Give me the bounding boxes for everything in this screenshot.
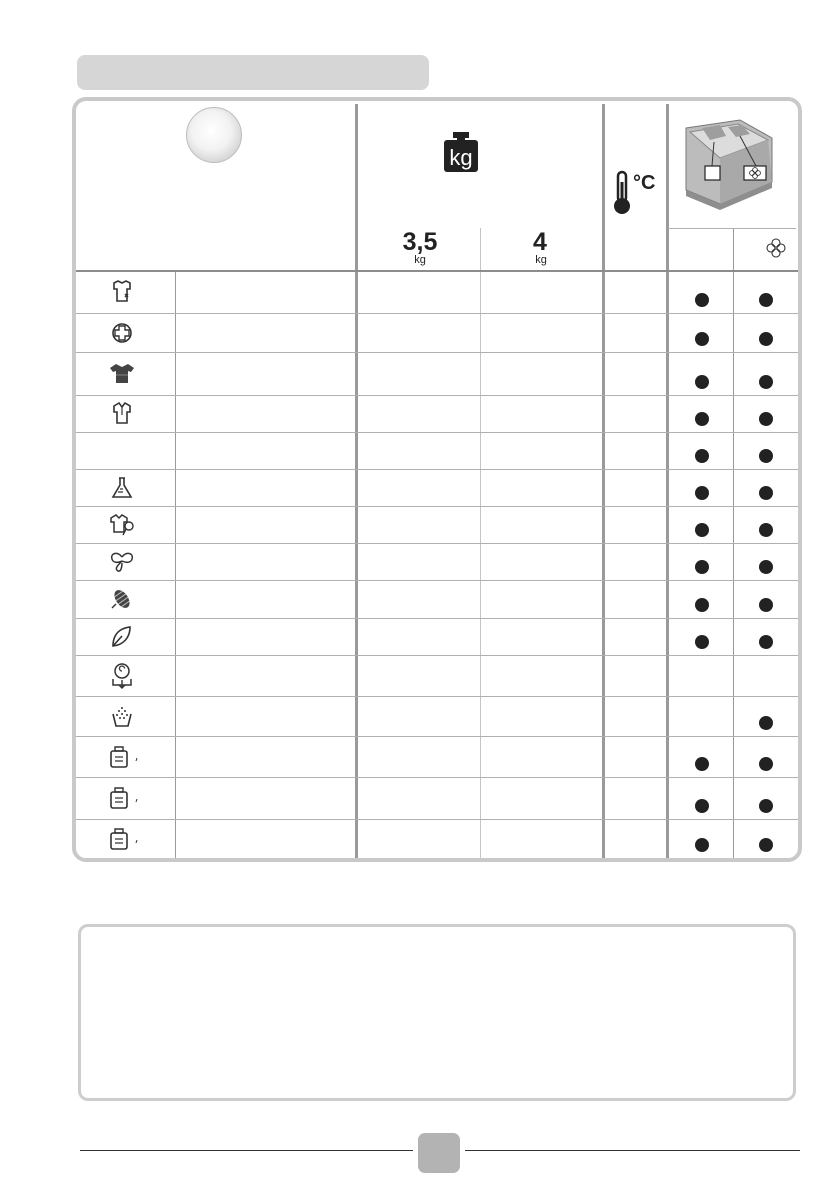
dot-softener <box>759 486 773 500</box>
footer-line-left <box>80 1150 413 1151</box>
row-divider <box>76 352 798 353</box>
flask-icon <box>108 475 136 506</box>
dot-softener <box>759 716 773 730</box>
sport-shirt-icon <box>108 512 136 543</box>
dot-softener <box>759 799 773 813</box>
spin-drain-icon <box>108 662 136 695</box>
load-value-2: 4 <box>533 228 547 256</box>
dot-softener <box>759 598 773 612</box>
divider-header-drawer <box>668 228 796 229</box>
dot-main-wash <box>695 560 709 574</box>
divider-v5 <box>666 104 669 858</box>
leaf-icon <box>108 624 136 655</box>
dot-main-wash <box>695 799 709 813</box>
shirt-icon <box>108 401 136 432</box>
dot-softener <box>759 375 773 389</box>
wool-icon <box>108 586 136 617</box>
dot-softener <box>759 523 773 537</box>
dot-softener <box>759 449 773 463</box>
row-divider <box>76 506 798 507</box>
load-value-1: 3,5 <box>402 228 438 256</box>
row-divider <box>76 543 798 544</box>
rapid-weight-icon <box>106 826 142 857</box>
dot-softener <box>759 560 773 574</box>
softener-flower-icon <box>764 236 788 260</box>
program-table <box>72 97 802 862</box>
note-box <box>78 924 796 1101</box>
row-divider <box>76 777 798 778</box>
row-divider <box>76 313 798 314</box>
row-divider <box>76 618 798 619</box>
dot-softener <box>759 293 773 307</box>
rinse-icon <box>108 703 136 734</box>
dot-main-wash <box>695 523 709 537</box>
dot-softener <box>759 635 773 649</box>
dot-main-wash <box>695 332 709 346</box>
svg-text:kg: kg <box>449 145 473 170</box>
dot-softener <box>759 838 773 852</box>
dot-softener <box>759 757 773 771</box>
dot-main-wash <box>695 635 709 649</box>
load-unit-2: kg <box>535 254 547 266</box>
dot-main-wash <box>695 375 709 389</box>
weight-icon <box>443 130 479 174</box>
dot-softener <box>759 412 773 426</box>
divider-v1 <box>175 270 176 858</box>
row-divider <box>76 395 798 396</box>
divider-v4 <box>602 104 605 858</box>
row-divider <box>76 655 798 656</box>
rapid-weight-icon <box>106 785 142 816</box>
section-title-bar <box>77 55 429 90</box>
butterfly-icon <box>108 549 136 580</box>
dot-main-wash <box>695 449 709 463</box>
load-unit-1: kg <box>414 254 426 266</box>
row-divider <box>76 819 798 820</box>
dot-main-wash <box>695 757 709 771</box>
thermometer-icon <box>612 170 632 216</box>
row-divider <box>76 736 798 737</box>
mixed-clothes-icon <box>108 361 136 392</box>
stain-shirt-icon <box>108 279 136 310</box>
row-divider <box>76 432 798 433</box>
program-dial-icon <box>186 107 242 163</box>
dot-main-wash <box>695 412 709 426</box>
dot-main-wash <box>695 598 709 612</box>
row-divider <box>76 469 798 470</box>
footer-line-right <box>465 1150 800 1151</box>
temperature-unit: °C <box>633 172 656 194</box>
row-divider <box>76 580 798 581</box>
dot-main-wash <box>695 486 709 500</box>
row-divider <box>76 696 798 697</box>
divider-v2 <box>355 104 358 858</box>
dot-softener <box>759 332 773 346</box>
rapid-weight-icon <box>106 744 142 775</box>
header-divider <box>76 270 798 272</box>
dot-main-wash <box>695 838 709 852</box>
detergent-drawer-icon <box>680 118 780 210</box>
hygiene-cross-icon <box>108 320 136 351</box>
dot-main-wash <box>695 293 709 307</box>
page-number-tab <box>418 1133 460 1173</box>
